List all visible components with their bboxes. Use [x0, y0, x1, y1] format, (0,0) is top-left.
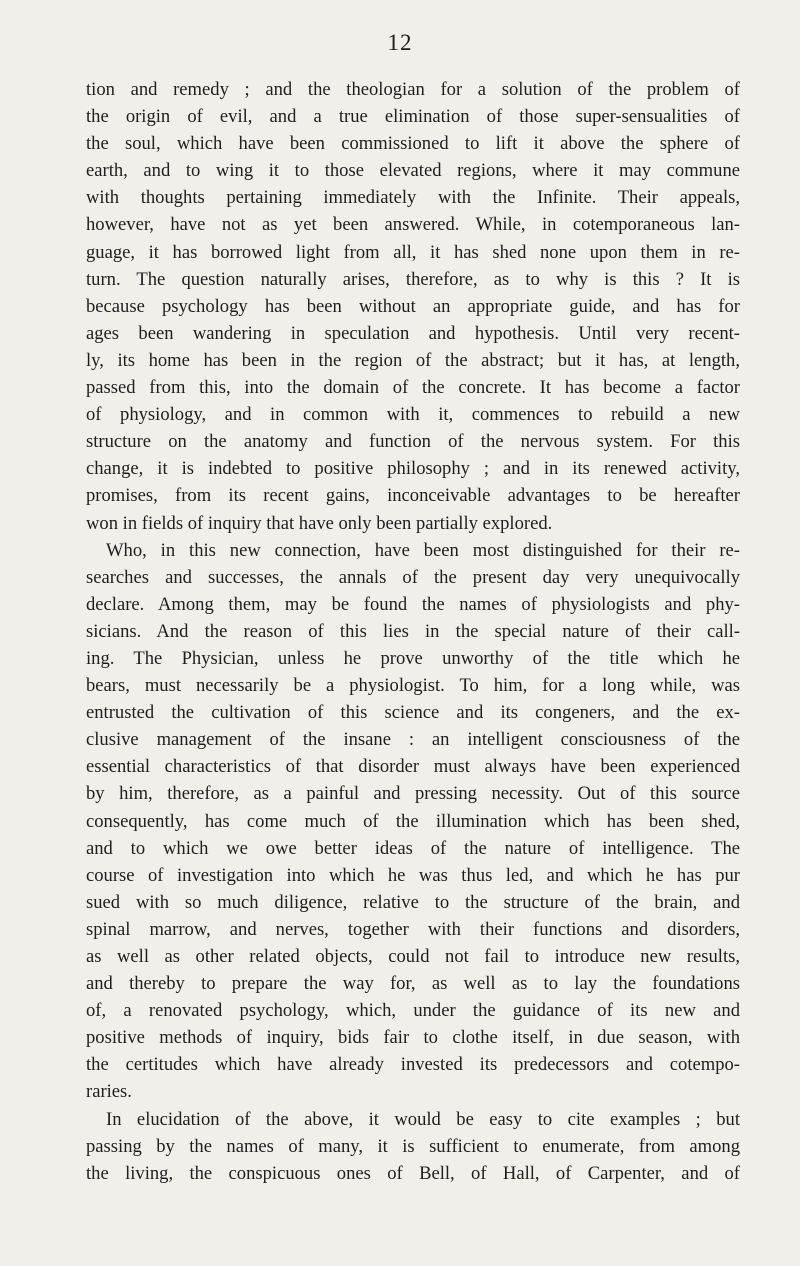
text-line: of physiology, and in common with it, commences to rebuild a new	[86, 404, 740, 426]
text-line: tion and remedy ; and the theologian for a solution of the problem of	[86, 79, 740, 100]
text-line: Who, in this new connection, have been most distinguished for their re-	[106, 539, 740, 561]
text-line: promises, from its recent gains, inconceivable advantages to be hereafter	[86, 485, 740, 507]
text-line: with thoughts pertaining immediately with the Infinite. Their appeals,	[86, 187, 740, 209]
text-line: because psychology has been without an appropriate guide, and has for	[86, 295, 740, 317]
text-line: turn. The question naturally arises, therefore, as to why is this ? It is	[86, 268, 740, 290]
body-text	[86, 76, 740, 1187]
text-line: essential characteristics of that disorder must always have been experienced	[86, 756, 740, 778]
text-line: ages been wandering in speculation and hypothesis. Until very recent-	[86, 322, 740, 344]
text-line: bears, must necessarily be a physiologist. To him, for a long while, was	[86, 675, 740, 697]
text-line: sicians. And the reason of this lies in the special nature of their call-	[86, 620, 740, 642]
text-line: and to which we owe better ideas of the nature of intelligence. The	[86, 837, 740, 859]
text-line: raries.	[86, 1081, 132, 1103]
text-line: ing. The Physician, unless he prove unworthy of the title which he	[86, 647, 740, 669]
text-line: searches and successes, the annals of the present day very unequivocally	[86, 566, 740, 588]
text-line: the origin of evil, and a true elimination of those super-sensualities of	[86, 106, 740, 128]
text-line: earth, and to wing it to those elevated regions, where it may commune	[86, 160, 740, 182]
text-line: ly, its home has been in the region of the abstract; but it has, at length,	[86, 349, 740, 371]
text-line: clusive management of the insane : an intelligent consciousness of the	[86, 729, 740, 751]
text-line: the certitudes which have already invested its predecessors and cotempo-	[86, 1054, 740, 1076]
text-line: change, it is indebted to positive philosophy ; and in its renewed activity,	[86, 458, 740, 480]
text-line: won in fields of inquiry that have only been partially explored.	[86, 512, 553, 534]
text-line: the living, the conspicuous ones of Bell, of Hall, of Carpenter, and of	[86, 1162, 740, 1184]
text-line: positive methods of inquiry, bids fair to clothe itself, in due season, with	[86, 1027, 740, 1049]
text-line: sued with so much diligence, relative to the structure of the brain, and	[86, 891, 740, 913]
text-line: spinal marrow, and nerves, together with their functions and disorders,	[86, 918, 740, 940]
text-line: structure on the anatomy and function of the nervous system. For this	[86, 431, 740, 453]
text-line: of, a renovated psychology, which, under the guidance of its new and	[86, 1000, 740, 1022]
text-line: entrusted the cultivation of this science and its congeners, and the ex-	[86, 702, 740, 724]
text-line: guage, it has borrowed light from all, it has shed none upon them in re-	[86, 241, 740, 263]
text-line: and thereby to prepare the way for, as well as to lay the foundations	[86, 973, 740, 995]
text-line: the soul, which have been commissioned to lift it above the sphere of	[86, 133, 740, 155]
text-line: course of investigation into which he was thus led, and which he has pur	[86, 864, 740, 886]
text-line: passing by the names of many, it is sufficient to enumerate, from among	[86, 1135, 740, 1157]
text-line: In elucidation of the above, it would be easy to cite examples ; but	[106, 1108, 740, 1130]
text-line: consequently, has come much of the illumination which has been shed,	[86, 810, 740, 832]
text-line: as well as other related objects, could not fail to introduce new results,	[86, 946, 740, 967]
text-line: passed from this, into the domain of the concrete. It has become a factor	[86, 377, 740, 399]
text-line: declare. Among them, may be found the names of physiologists and phy-	[86, 593, 740, 615]
text-line: however, have not as yet been answered. While, in cotemporaneous lan-	[86, 214, 740, 236]
page-number: 12	[387, 30, 413, 55]
text-line: by him, therefore, as a painful and pressing necessity. Out of this source	[86, 783, 740, 805]
